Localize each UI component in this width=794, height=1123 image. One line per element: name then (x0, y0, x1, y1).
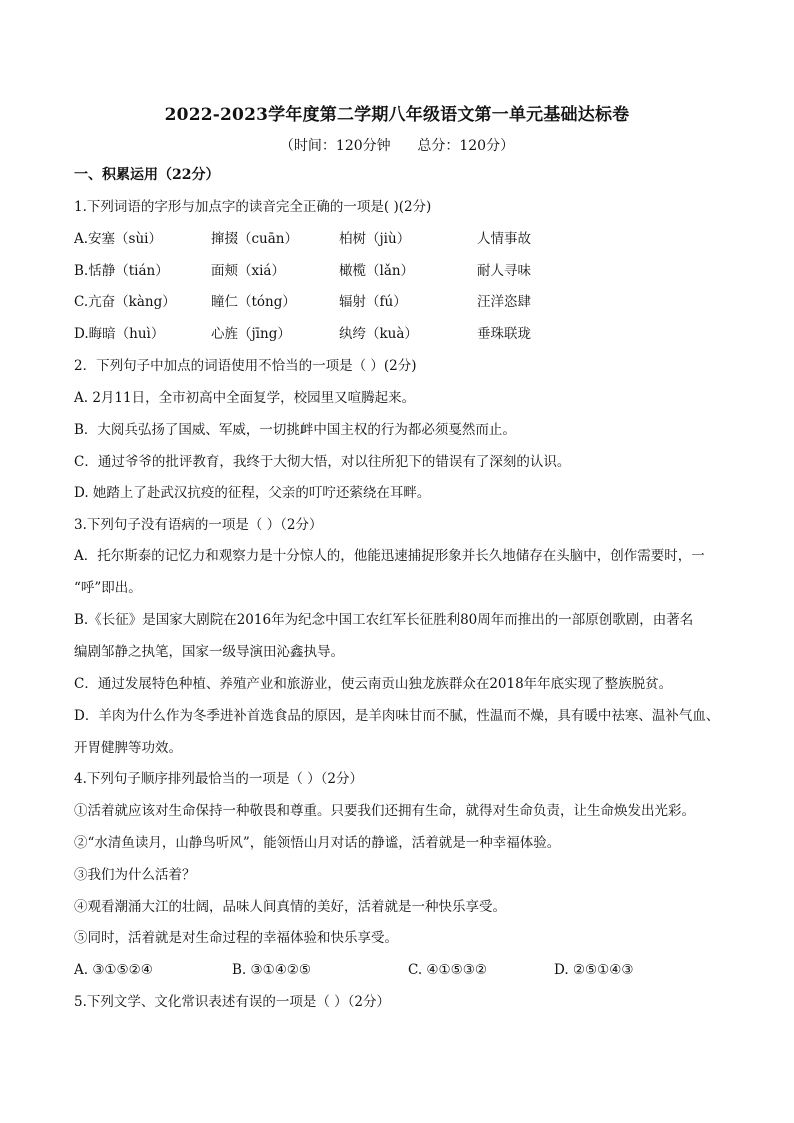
question-2-option-b: B．大阅兵弘扬了国威、军威，一切挑衅中国主权的行为都必须戛然而止。 (74, 422, 516, 438)
exam-subtitle: （时间：120分钟 总分：120分） (279, 138, 515, 154)
option-cell: C. ④①⑤③② (408, 962, 487, 978)
question-3-line: “呼”即出。 (74, 580, 142, 596)
option-cell: 辐射（fú） (339, 294, 407, 310)
option-cell: 汪洋恣肆 (477, 294, 531, 310)
question-3-line: 开胃健脾等功效。 (74, 740, 182, 756)
question-3-line: A．托尔斯泰的记忆力和观察力是十分惊人的，他能迅速捕捉形象并长久地储存在头脑中，创作需要时，一 (74, 548, 705, 564)
question-1-option-c (74, 292, 734, 312)
option-cell: 耐人寻味 (477, 263, 531, 279)
question-4-sentence: ⑤同时，活着就是对生命过程的幸福体验和快乐享受。 (74, 930, 398, 946)
option-cell: D. ②⑤①④③ (554, 962, 634, 978)
question-4-sentence: ③我们为什么活着？ (74, 867, 196, 883)
question-4-sentence: ④观看潮涌大江的壮阔，品味人间真情的美好，活着就是一种快乐享受。 (74, 899, 506, 915)
option-cell: 瞳仁（tóng） (211, 294, 296, 310)
question-1-stem: 1.下列词语的字形与加点字的读音完全正确的一项是( )(2分) (74, 199, 432, 215)
option-cell: B. ③①④②⑤ (232, 962, 312, 978)
option-cell: 纨绔（kuà） (339, 326, 418, 342)
question-3-line: D．羊肉为什么作为冬季进补首选食品的原因，是羊肉味甘而不腻，性温而不燥，具有暖中祛寒、温补气血、 (74, 708, 720, 724)
option-cell: 心旌（jīng） (211, 326, 291, 342)
question-2-stem: 2．下列句子中加点的词语使用不恰当的一项是（ ）(2分) (74, 358, 417, 374)
question-4-stem: 4.下列句子顺序排列最恰当的一项是（ ）（2分） (74, 771, 364, 787)
option-cell: 垂珠联珑 (477, 326, 531, 342)
question-3-stem: 3.下列句子没有语病的一项是（ ）（2分） (74, 517, 323, 533)
section-heading: 一、积累运用（22分） (74, 167, 220, 183)
option-cell: 撺掇（cuān） (211, 231, 298, 247)
question-1-option-b (74, 261, 734, 281)
question-4-sentence: ②“水清鱼读月，山静鸟听风”，能领悟山月对话的静谧，活着就是一种幸福体验。 (74, 835, 561, 851)
question-2-option-d: D. 她踏上了赴武汉抗疫的征程，父亲的叮咛还萦绕在耳畔。 (74, 485, 431, 501)
option-cell: D.晦暗（huì） (74, 326, 165, 342)
question-5-stem: 5.下列文学、文化常识表述有误的一项是（ ）（2分） (74, 994, 391, 1010)
option-cell: 人情事故 (477, 231, 531, 247)
exam-title: 2022-2023学年度第二学期八年级语文第一单元基础达标卷 (164, 105, 630, 125)
option-cell: A. ③①⑤②④ (74, 962, 153, 978)
question-3-line: C．通过发展特色种植、养殖产业和旅游业，使云南贡山独龙族群众在2018年年底实现了整族脱贫。 (74, 676, 673, 692)
question-3-line: 编剧邹静之执笔，国家一级导演田沁鑫执导。 (74, 644, 344, 660)
option-cell: 面颊（xiá） (211, 263, 285, 279)
option-cell: 橄榄（lǎn） (339, 263, 415, 279)
option-cell: C.亢奋（kàng） (74, 294, 176, 310)
option-cell: 柏树（jiù） (339, 231, 411, 247)
question-4-sentence: ①活着就应该对生命保持一种敬畏和尊重。只要我们还拥有生命，就得对生命负责，让生命焕发出光彩。 (74, 803, 695, 819)
question-2-option-c: C．通过爷爷的批评教育，我终于大彻大悟，对以往所犯下的错误有了深刻的认识。 (74, 454, 571, 470)
question-1-option-a (74, 229, 734, 249)
question-4-options (74, 960, 734, 980)
question-1-option-d (74, 324, 734, 344)
option-cell: A.安塞（sùi） (74, 231, 162, 247)
question-3-line: B.《长征》是国家大剧院在2016年为纪念中国工农红军长征胜利80周年而推出的一部原创歌剧，由著名 (74, 612, 694, 628)
option-cell: B.恬静（tián） (74, 263, 169, 279)
question-2-option-a: A. 2月11日，全市初高中全面复学，校园里又喧腾起来。 (74, 390, 416, 406)
